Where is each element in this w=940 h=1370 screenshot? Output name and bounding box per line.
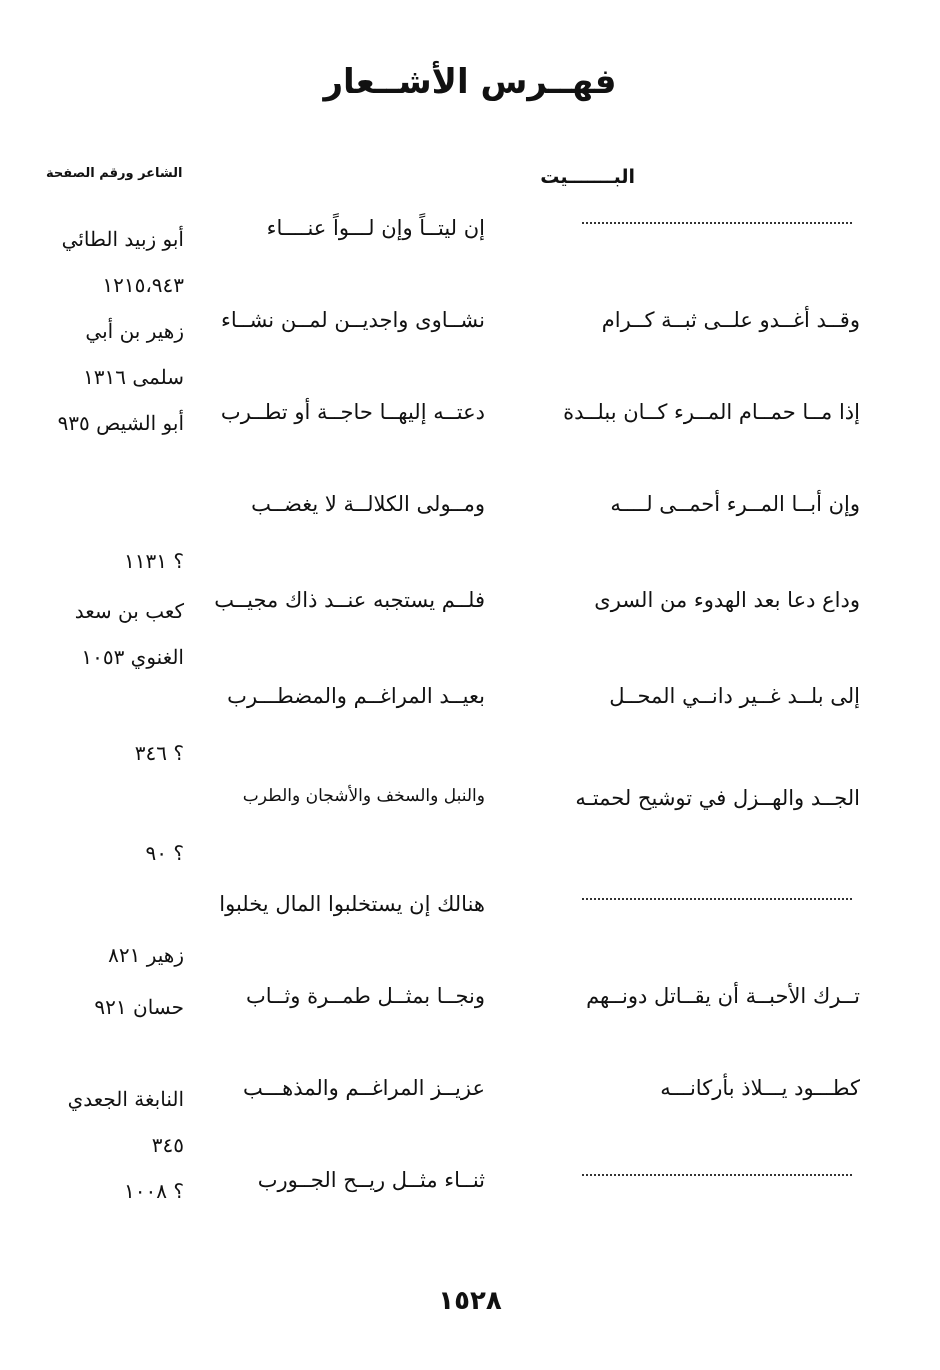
verse-first-hemistich: وإن أبــا المــرء أحمــى لــــه (610, 492, 860, 516)
verse-second-hemistich: نشــاوى واجديــن لمــن نشــاء (221, 308, 485, 332)
verse-first-hemistich: إذا مــا حمــام المــرء كــان ببلــدة (563, 400, 860, 424)
table-row (0, 484, 940, 574)
verse-first-hemistich: وقــد أغــدو علــى ثبــة كــرام (601, 308, 860, 332)
verse-first-hemistich: تــرك الأحبــة أن يقــاتل دونــهم (586, 984, 860, 1008)
verse-second-hemistich: دعتــه إليهــا حاجــة أو تطــرب (220, 400, 485, 424)
verse-second-hemistich: فلــم يستجبه عنــد ذاك مجيــب (214, 588, 485, 612)
poet-and-page: زهير بن أبي سلمى ١٣١٦ (83, 319, 184, 389)
poet-and-page: ؟ ٩٠ (145, 841, 184, 865)
table-row (0, 1068, 940, 1158)
dotted-placeholder (582, 212, 852, 224)
poet-and-page: زهير ٨٢١ (108, 943, 184, 967)
poet-and-page: ؟ ١٠٠٨ (124, 1179, 184, 1203)
verse-first-hemistich: وداع دعا بعد الهدوء من السرى (594, 588, 860, 612)
table-row (0, 392, 940, 482)
page-number: ١٥٢٨ (438, 1286, 502, 1316)
verse-first-hemistich: كطـــود يـــلاذ بأركانـــه (660, 1076, 860, 1100)
dotted-placeholder (582, 888, 852, 900)
verse-column-header: البـــــــيت (540, 166, 635, 188)
poet-and-page: كعب بن سعد الغنوي ١٠٥٣ (74, 599, 184, 669)
dotted-placeholder (582, 1164, 852, 1176)
table-row (0, 208, 940, 298)
verse-second-hemistich: عزيــز المراغــم والمذهـــب (243, 1076, 485, 1100)
poet-and-page: ؟ ٣٤٦ (134, 741, 184, 765)
table-row (0, 1160, 940, 1250)
poet-and-page: أبو زبيد الطائي ١٢١٥،٩٤٣ (61, 227, 184, 297)
verse-first-hemistich: إلى بلــد غــير دانــي المحــل (609, 684, 860, 708)
poet-and-page: النابغة الجعدي ٣٤٥ (67, 1087, 184, 1157)
poet-column-header: الشاعر ورقم الصفحة (46, 166, 183, 181)
verse-second-hemistich: هنالك إن يستخلبوا المال يخلبوا (219, 892, 485, 916)
poet-and-page: حسان ٩٢١ (94, 995, 184, 1019)
table-row (0, 884, 940, 974)
verse-second-hemistich: ونجــا بمثــل طمــرة وثــاب (245, 984, 485, 1008)
table-row (0, 778, 940, 868)
table-row (0, 580, 940, 670)
verse-first-hemistich: الجــد والهــزل في توشيح لحمتـه (575, 786, 860, 810)
table-row (0, 676, 940, 766)
poet-and-page: ؟ ١١٣١ (124, 549, 184, 573)
verse-second-hemistich: بعيــد المراغــم والمضطـــرب (227, 684, 485, 708)
verse-second-hemistich: إن ليتــاً وإن لـــواً عنــــاء (266, 216, 485, 240)
poet-and-page: أبو الشيص ٩٣٥ (57, 411, 184, 435)
verse-second-hemistich: ومــولى الكلالــة لا يغضــب (251, 492, 485, 516)
page-title: فهــرس الأشــعار (323, 62, 617, 102)
table-row (0, 300, 940, 390)
table-row (0, 976, 940, 1066)
verse-second-hemistich: ثنــاء مثــل ريــح الجــورب (257, 1168, 485, 1192)
verse-second-hemistich: والنبل والسخف والأشجان والطرب (242, 786, 485, 806)
